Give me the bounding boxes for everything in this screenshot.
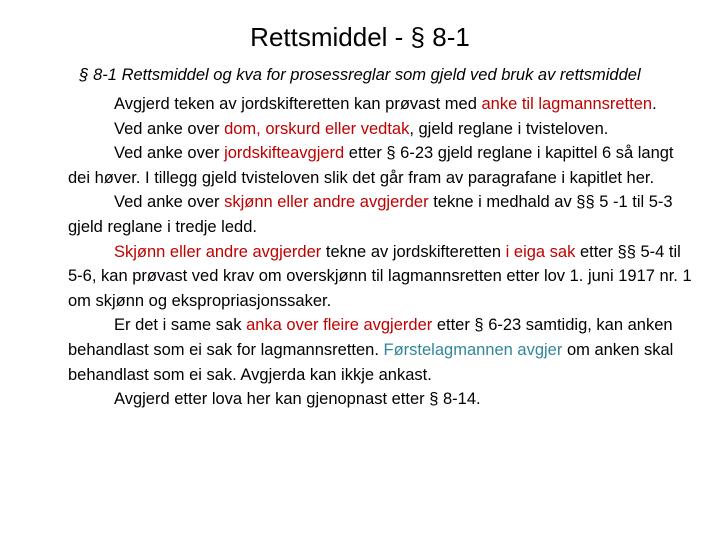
text-run: . (652, 95, 657, 113)
text-run: tekne i medhald av §§ 5 -1 til 5-3 gjeld reglane i tredje ledd. (68, 193, 673, 236)
text-run: etter § 6-23 samtidig, kan anken behandlast som ei sak for lagmannsretten. (68, 316, 673, 359)
body-text (68, 92, 698, 412)
section-heading: § 8-1 Rettsmiddel og kva for prosessreglar som gjeld ved bruk av rettsmiddel (79, 66, 641, 84)
text-run: tekne av jordskifteretten (321, 242, 506, 261)
text-run: Avgjerd teken av jordskifteretten kan prøvast med (114, 95, 482, 113)
highlighted-term: skjønn eller andre avgjerder (224, 193, 429, 212)
paragraph-4 (68, 190, 698, 239)
paragraph-1 (68, 92, 698, 117)
text-run: Ved anke over (114, 119, 225, 138)
paragraph-7 (68, 387, 698, 412)
text-run: , gjeld reglane i tvisteloven. (409, 119, 609, 138)
paragraph-3 (68, 141, 698, 190)
highlighted-term: Førstelagmannen avgjer (383, 340, 563, 359)
text-run: etter § 6-23 gjeld reglane i kapittel 6 så langt dei høver. I tillegg gjeld tvisteloven slik det går fram av paragrafane i kapitlet her. (68, 144, 674, 187)
highlighted-term: anka over fleire avgjerder (246, 316, 433, 335)
highlighted-term: Skjønn eller andre avgjerder (114, 242, 322, 261)
text-run: om anken skal behandlast som ei sak. Avgjerda kan ikkje ankast. (68, 340, 674, 384)
slide-title: Rettsmiddel - § 8-1 (250, 22, 470, 52)
paragraph-6 (68, 313, 698, 387)
highlighted-term: i eiga sak (505, 242, 576, 261)
paragraph-5 (68, 240, 698, 314)
text-run: Er det i same sak (114, 316, 247, 335)
text-run: etter §§ 5-4 til 5-6, kan prøvast ved krav om overskjønn til lagmannsretten etter lov 1. juni 1917 nr. 1 om skjønn og ekspropriasjonssaker. (68, 242, 692, 310)
highlighted-term: dom, orskurd eller vedtak (224, 119, 410, 138)
highlighted-term: jordskifteavgjerd (224, 144, 345, 163)
text-run: Ved anke over (114, 193, 225, 212)
text-run: Ved anke over (114, 144, 225, 163)
text-run: Avgjerd etter lova her kan gjenopnast etter § 8-14. (114, 390, 481, 409)
paragraph-2 (68, 117, 698, 142)
highlighted-term: anke til lagmannsretten (481, 95, 653, 113)
